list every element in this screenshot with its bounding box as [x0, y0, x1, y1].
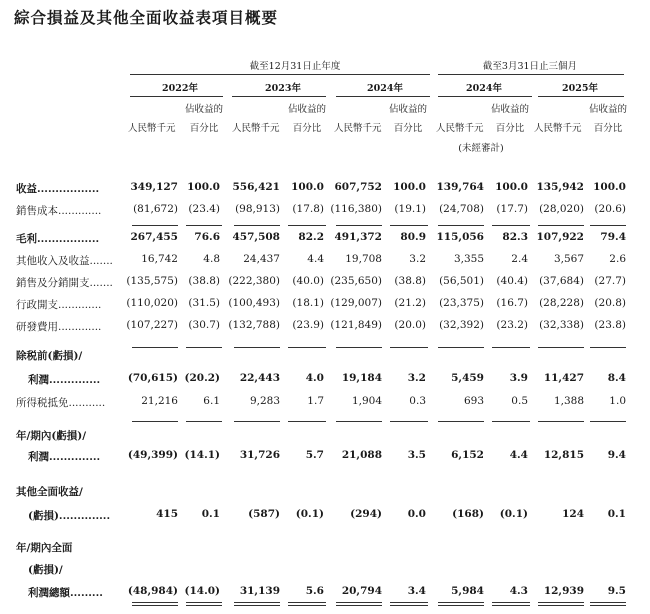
- amount-cell: 107,922: [536, 231, 584, 243]
- year-header-2024-q: 2024年: [466, 83, 502, 94]
- amount-cell: (294): [350, 508, 382, 520]
- amount-cell: 1,904: [351, 395, 382, 407]
- percent-cell: (23.4): [188, 203, 220, 215]
- col-header-pct2-2025-q: 百分比: [593, 123, 623, 134]
- amount-cell: 31,139: [239, 585, 280, 597]
- row-label: 利潤..............: [28, 374, 101, 386]
- percent-cell: 76.6: [194, 231, 220, 243]
- amount-cell: (135,575): [126, 275, 178, 287]
- amount-cell: 491,372: [334, 231, 382, 243]
- amount-cell: 19,184: [341, 372, 382, 384]
- percent-cell: (23.9): [292, 319, 324, 331]
- percent-cell: (23.8): [594, 319, 626, 331]
- col-header-pct2-2022: 百分比: [189, 123, 219, 134]
- percent-cell: 3.2: [407, 372, 426, 384]
- col-header-rmb-2023: 人民幣千元: [232, 123, 280, 134]
- rule: [336, 225, 382, 226]
- row-label: 利潤..............: [28, 451, 101, 463]
- double-rule: [132, 602, 178, 606]
- double-rule: [438, 602, 484, 606]
- amount-cell: 135,942: [536, 181, 584, 193]
- rule: [288, 347, 326, 348]
- rule: [538, 421, 584, 422]
- percent-cell: (23.2): [496, 319, 528, 331]
- table-row: [0, 482, 650, 502]
- percent-cell: 5.7: [305, 449, 324, 461]
- row-label: 研發費用.............: [16, 321, 102, 333]
- year-underline-2024-q: [438, 96, 532, 97]
- year-header-2025-q: 2025年: [562, 83, 598, 94]
- percent-cell: (27.7): [594, 275, 626, 287]
- rule: [492, 421, 530, 422]
- amount-cell: (49,399): [127, 449, 178, 461]
- amount-cell: (23,375): [439, 297, 484, 309]
- percent-cell: (17.8): [292, 203, 324, 215]
- amount-cell: 20,794: [341, 585, 382, 597]
- amount-cell: (81,672): [133, 203, 178, 215]
- rule: [336, 421, 382, 422]
- percent-cell: (38.8): [188, 275, 220, 287]
- amount-cell: 124: [562, 508, 584, 520]
- col-header-rmb-2025-q: 人民幣千元: [534, 123, 582, 134]
- percent-cell: 3.9: [509, 372, 528, 384]
- col-header-pct1-2025-q: 佔收益的: [588, 104, 627, 115]
- amount-cell: (28,228): [539, 297, 584, 309]
- table-row: [0, 295, 650, 315]
- rule: [492, 347, 530, 348]
- col-header-pct1-2024: 佔收益的: [388, 104, 427, 115]
- rule: [234, 347, 280, 348]
- percent-cell: 3.4: [407, 585, 426, 597]
- col-header-pct2-2023: 百分比: [292, 123, 322, 134]
- table-row: [0, 583, 650, 603]
- year-underline-2022: [130, 96, 223, 97]
- percent-cell: 1.7: [307, 395, 324, 407]
- row-label: 收益.................: [16, 183, 100, 195]
- double-rule: [234, 602, 280, 606]
- amount-cell: (37,684): [539, 275, 584, 287]
- table-row: [0, 426, 650, 446]
- percent-cell: 100.0: [393, 181, 426, 193]
- percent-cell: (0.1): [499, 508, 528, 520]
- col-header-pct1-2024-q: 佔收益的: [490, 104, 529, 115]
- row-label: 其他收入及收益.......: [16, 255, 113, 267]
- amount-cell: (48,984): [127, 585, 178, 597]
- amount-cell: (28,020): [539, 203, 584, 215]
- amount-cell: (132,788): [228, 319, 280, 331]
- amount-cell: (168): [452, 508, 484, 520]
- table-row: [0, 229, 650, 249]
- row-label: 毛利.................: [16, 233, 100, 245]
- rule: [336, 347, 382, 348]
- percent-cell: (30.7): [188, 319, 220, 331]
- percent-cell: 4.0: [305, 372, 324, 384]
- amount-cell: (587): [248, 508, 280, 520]
- percent-cell: 3.5: [407, 449, 426, 461]
- double-rule: [492, 602, 530, 606]
- unaudited-note: (未經審計): [458, 143, 504, 154]
- percent-cell: 79.4: [600, 231, 626, 243]
- row-label: 其他全面收益/: [16, 486, 83, 498]
- col-header-rmb-2024-q: 人民幣千元: [436, 123, 484, 134]
- page-title: 綜合損益及其他全面收益表項目概要: [14, 9, 279, 27]
- rule: [186, 421, 222, 422]
- amount-cell: 12,815: [543, 449, 584, 461]
- amount-cell: (222,380): [228, 275, 280, 287]
- percent-cell: 80.9: [400, 231, 426, 243]
- amount-cell: 267,455: [130, 231, 178, 243]
- percent-cell: 3.2: [409, 253, 426, 265]
- rule: [438, 225, 484, 226]
- group-underline-quarter: [438, 74, 624, 75]
- year-underline-2025-q: [538, 96, 624, 97]
- percent-cell: 100.0: [593, 181, 626, 193]
- row-label: 銷售及分銷開支.......: [16, 277, 113, 289]
- table-row: [0, 447, 650, 467]
- amount-cell: 11,427: [543, 372, 584, 384]
- percent-cell: (20.0): [394, 319, 426, 331]
- double-rule: [336, 602, 382, 606]
- percent-cell: (18.1): [292, 297, 324, 309]
- amount-cell: 1,388: [553, 395, 584, 407]
- percent-cell: 82.2: [298, 231, 324, 243]
- percent-cell: (21.2): [394, 297, 426, 309]
- amount-cell: (56,501): [439, 275, 484, 287]
- rule: [390, 421, 428, 422]
- rule: [538, 225, 584, 226]
- amount-cell: (116,380): [330, 203, 382, 215]
- col-header-rmb-2024: 人民幣千元: [334, 123, 382, 134]
- col-header-pct2-2024: 百分比: [393, 123, 423, 134]
- amount-cell: 12,939: [543, 585, 584, 597]
- amount-cell: 6,152: [451, 449, 484, 461]
- rule: [538, 347, 584, 348]
- rule: [186, 347, 222, 348]
- amount-cell: 9,283: [249, 395, 280, 407]
- rule: [132, 225, 178, 226]
- row-label: 年/期內(虧損)/: [16, 430, 87, 442]
- row-label: 行政開支.............: [16, 299, 102, 311]
- percent-cell: (14.0): [184, 585, 220, 597]
- percent-cell: 100.0: [187, 181, 220, 193]
- amount-cell: 139,764: [436, 181, 484, 193]
- percent-cell: 100.0: [495, 181, 528, 193]
- percent-cell: 0.3: [409, 395, 426, 407]
- table-row: [0, 251, 650, 271]
- amount-cell: 457,508: [232, 231, 280, 243]
- rule: [288, 421, 326, 422]
- table-row: [0, 179, 650, 199]
- percent-cell: 2.4: [511, 253, 528, 265]
- table-row: [0, 317, 650, 337]
- year-underline-2024: [336, 96, 430, 97]
- table-row: [0, 393, 650, 413]
- percent-cell: (14.1): [184, 449, 220, 461]
- table-row: [0, 560, 650, 580]
- amount-cell: 607,752: [334, 181, 382, 193]
- row-label: 年/期內全面: [16, 542, 73, 554]
- percent-cell: 0.5: [511, 395, 528, 407]
- table-row: [0, 273, 650, 293]
- amount-cell: 24,437: [243, 253, 280, 265]
- amount-cell: 415: [156, 508, 178, 520]
- amount-cell: (98,913): [235, 203, 280, 215]
- amount-cell: 556,421: [232, 181, 280, 193]
- group-underline-annual: [130, 74, 430, 75]
- row-label: 銷售成本.............: [16, 205, 102, 217]
- amount-cell: 693: [463, 395, 484, 407]
- year-header-2024: 2024年: [367, 83, 403, 94]
- rule: [390, 225, 428, 226]
- amount-cell: 22,443: [239, 372, 280, 384]
- percent-cell: 9.5: [607, 585, 626, 597]
- col-header-pct1-2023: 佔收益的: [287, 104, 326, 115]
- double-rule: [538, 602, 584, 606]
- table-row: [0, 346, 650, 366]
- percent-cell: (40.0): [292, 275, 324, 287]
- table-row: [0, 506, 650, 526]
- amount-cell: (32,338): [539, 319, 584, 331]
- rule: [438, 347, 484, 348]
- amount-cell: (129,007): [330, 297, 382, 309]
- percent-cell: 1.0: [609, 395, 626, 407]
- rule: [438, 421, 484, 422]
- rule: [492, 225, 530, 226]
- percent-cell: 2.6: [609, 253, 626, 265]
- percent-cell: 4.3: [509, 585, 528, 597]
- percent-cell: 0.0: [407, 508, 426, 520]
- year-underline-2023: [232, 96, 326, 97]
- amount-cell: (70,615): [127, 372, 178, 384]
- percent-cell: 5.6: [305, 585, 324, 597]
- rule: [390, 347, 428, 348]
- amount-cell: 5,984: [451, 585, 484, 597]
- percent-cell: 9.4: [607, 449, 626, 461]
- row-label: 所得税抵免...........: [16, 397, 106, 409]
- percent-cell: 82.3: [502, 231, 528, 243]
- rule: [186, 225, 222, 226]
- table-row: [0, 201, 650, 221]
- amount-cell: (235,650): [330, 275, 382, 287]
- percent-cell: (0.1): [295, 508, 324, 520]
- percent-cell: 0.1: [607, 508, 626, 520]
- table-row: [0, 538, 650, 558]
- percent-cell: (16.7): [496, 297, 528, 309]
- group-header-annual: 截至12月31日止年度: [249, 61, 341, 72]
- amount-cell: 5,459: [451, 372, 484, 384]
- amount-cell: 3,355: [453, 253, 484, 265]
- amount-cell: (100,493): [228, 297, 280, 309]
- percent-cell: 4.4: [509, 449, 528, 461]
- rule: [590, 347, 626, 348]
- amount-cell: 19,708: [345, 253, 382, 265]
- rule: [132, 421, 178, 422]
- col-header-pct2-2024-q: 百分比: [495, 123, 525, 134]
- amount-cell: (32,392): [439, 319, 484, 331]
- percent-cell: 6.1: [203, 395, 220, 407]
- percent-cell: (20.6): [594, 203, 626, 215]
- rule: [132, 347, 178, 348]
- row-label: (虧損)..............: [28, 510, 111, 522]
- amount-cell: 349,127: [130, 181, 178, 193]
- amount-cell: (107,227): [126, 319, 178, 331]
- percent-cell: (31.5): [188, 297, 220, 309]
- percent-cell: 8.4: [607, 372, 626, 384]
- row-label: 利潤總額.........: [28, 587, 103, 599]
- amount-cell: 3,567: [553, 253, 584, 265]
- rule: [234, 421, 280, 422]
- double-rule: [590, 602, 626, 606]
- percent-cell: (38.8): [394, 275, 426, 287]
- table-row: [0, 370, 650, 390]
- amount-cell: (24,708): [439, 203, 484, 215]
- year-header-2023: 2023年: [265, 83, 301, 94]
- rule: [288, 225, 326, 226]
- rule: [590, 421, 626, 422]
- double-rule: [186, 602, 222, 606]
- percent-cell: (19.1): [394, 203, 426, 215]
- amount-cell: 21,088: [341, 449, 382, 461]
- percent-cell: 4.4: [307, 253, 324, 265]
- col-header-pct1-2022: 佔收益的: [184, 104, 223, 115]
- double-rule: [288, 602, 326, 606]
- group-header-quarter: 截至3月31日止三個月: [482, 61, 578, 72]
- percent-cell: (17.7): [496, 203, 528, 215]
- amount-cell: (121,849): [330, 319, 382, 331]
- rule: [590, 225, 626, 226]
- percent-cell: 0.1: [201, 508, 220, 520]
- rule: [234, 225, 280, 226]
- amount-cell: 16,742: [141, 253, 178, 265]
- percent-cell: (40.4): [496, 275, 528, 287]
- amount-cell: (110,020): [126, 297, 178, 309]
- percent-cell: (20.8): [594, 297, 626, 309]
- row-label: (虧損)/: [28, 564, 63, 576]
- amount-cell: 31,726: [239, 449, 280, 461]
- percent-cell: (20.2): [184, 372, 220, 384]
- year-header-2022: 2022年: [162, 83, 198, 94]
- col-header-rmb-2022: 人民幣千元: [128, 123, 176, 134]
- percent-cell: 100.0: [291, 181, 324, 193]
- double-rule: [390, 602, 428, 606]
- amount-cell: 115,056: [436, 231, 484, 243]
- percent-cell: 4.8: [203, 253, 220, 265]
- row-label: 除税前(虧損)/: [16, 350, 83, 362]
- amount-cell: 21,216: [141, 395, 178, 407]
